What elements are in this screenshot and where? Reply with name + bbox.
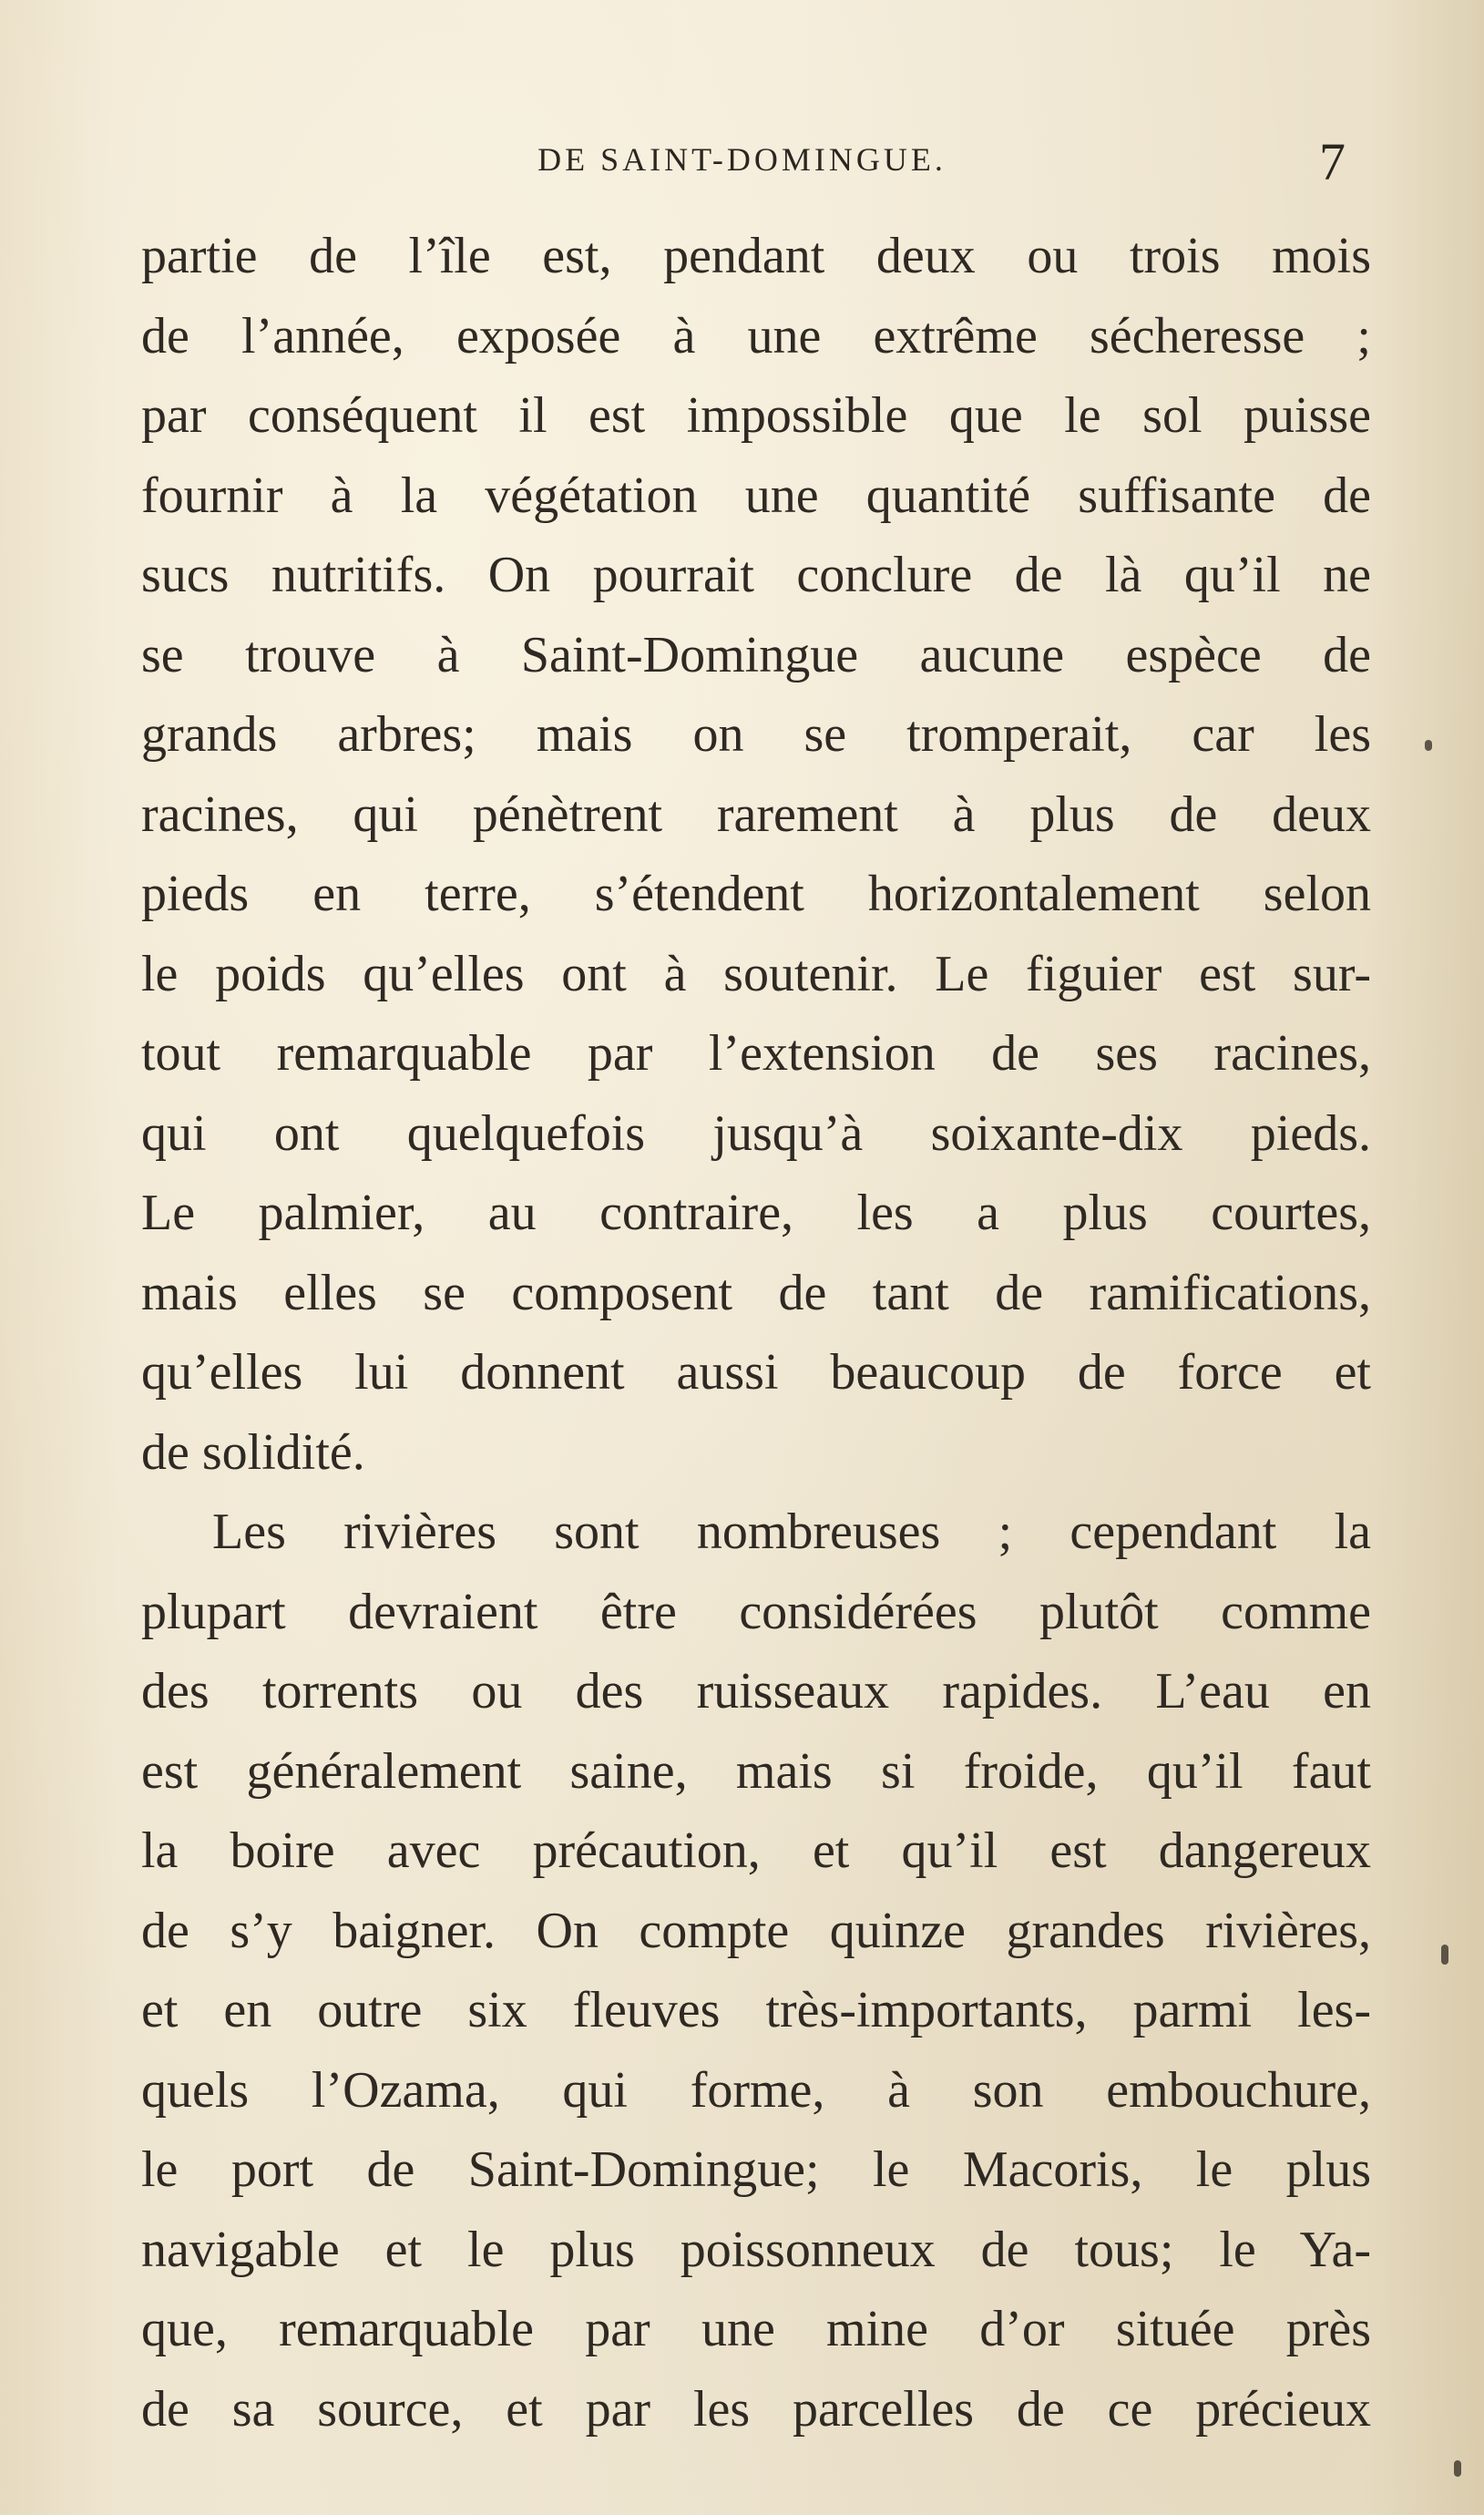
- text-line: par conséquent il est impossible que le sol puisse: [141, 387, 1371, 444]
- ink-speck-mark: [1441, 1945, 1448, 1965]
- text-line: qui ont quelquefois jusqu’à soixante-dix pieds.: [141, 1104, 1371, 1162]
- text-line: Les rivières sont nombreuses ; cependant la: [212, 1504, 1371, 1560]
- text-line: de sa source, et par les parcelles de ce précieux: [141, 2380, 1371, 2438]
- text-line: qu’elles lui donnent aussi beaucoup de force et: [141, 1344, 1371, 1401]
- text-line: le poids qu’elles ont à soutenir. Le figuier est sur-: [141, 945, 1371, 1002]
- text-line: la boire avec précaution, et qu’il est dangereux: [141, 1822, 1371, 1879]
- text-line: fournir à la végétation une quantité suffisante de: [141, 467, 1371, 524]
- page-number: 7: [1319, 132, 1346, 191]
- paragraph-2: [141, 1493, 1371, 2449]
- running-title: DE SAINT-DOMINGUE.: [537, 141, 947, 178]
- text-line: et en outre six fleuves très-importants, parmi les-: [141, 1982, 1371, 2038]
- paragraph-1: [141, 217, 1371, 1493]
- text-line: est généralement saine, mais si froide, qu’il faut: [141, 1742, 1371, 1800]
- page-header: [0, 132, 1484, 191]
- text-line: pieds en terre, s’étendent horizontalement selon: [141, 866, 1371, 922]
- text-line: quels l’Ozama, qui forme, à son embouchure,: [141, 2061, 1371, 2119]
- text-line: de l’année, exposée à une extrême sécheresse ;: [141, 307, 1371, 364]
- text-line: partie de l’île est, pendant deux ou trois mois: [141, 228, 1371, 284]
- text-line: racines, qui pénètrent rarement à plus de deux: [141, 785, 1371, 843]
- text-line: se trouve à Saint-Domingue aucune espèce de: [141, 626, 1371, 683]
- ink-speck-mark: [1425, 740, 1432, 751]
- text-line: mais elles se composent de tant de ramifications,: [141, 1264, 1371, 1321]
- text-line: tout remarquable par l’extension de ses racines,: [141, 1025, 1371, 1082]
- text-line: le port de Saint-Domingue; le Macoris, le plus: [141, 2141, 1371, 2198]
- text-line: plupart devraient être considérées plutôt comme: [141, 1583, 1371, 1640]
- text-line: navigable et le plus poissonneux de tous; le Ya-: [141, 2221, 1371, 2278]
- text-line: grands arbres; mais on se tromperait, car les: [141, 706, 1371, 763]
- ink-speck-mark: [1454, 2460, 1461, 2477]
- text-line: Le palmier, au contraire, les a plus courtes,: [141, 1185, 1371, 1241]
- text-line: de s’y baigner. On compte quinze grandes rivières,: [141, 1902, 1371, 1959]
- body-text: [141, 217, 1371, 2449]
- text-line: des torrents ou des ruisseaux rapides. L’eau en: [141, 1663, 1371, 1719]
- text-line: sucs nutritifs. On pourrait conclure de là qu’il ne: [141, 547, 1371, 603]
- text-line: que, remarquable par une mine d’or située près: [141, 2301, 1371, 2357]
- text-line: de solidité.: [141, 1423, 365, 1481]
